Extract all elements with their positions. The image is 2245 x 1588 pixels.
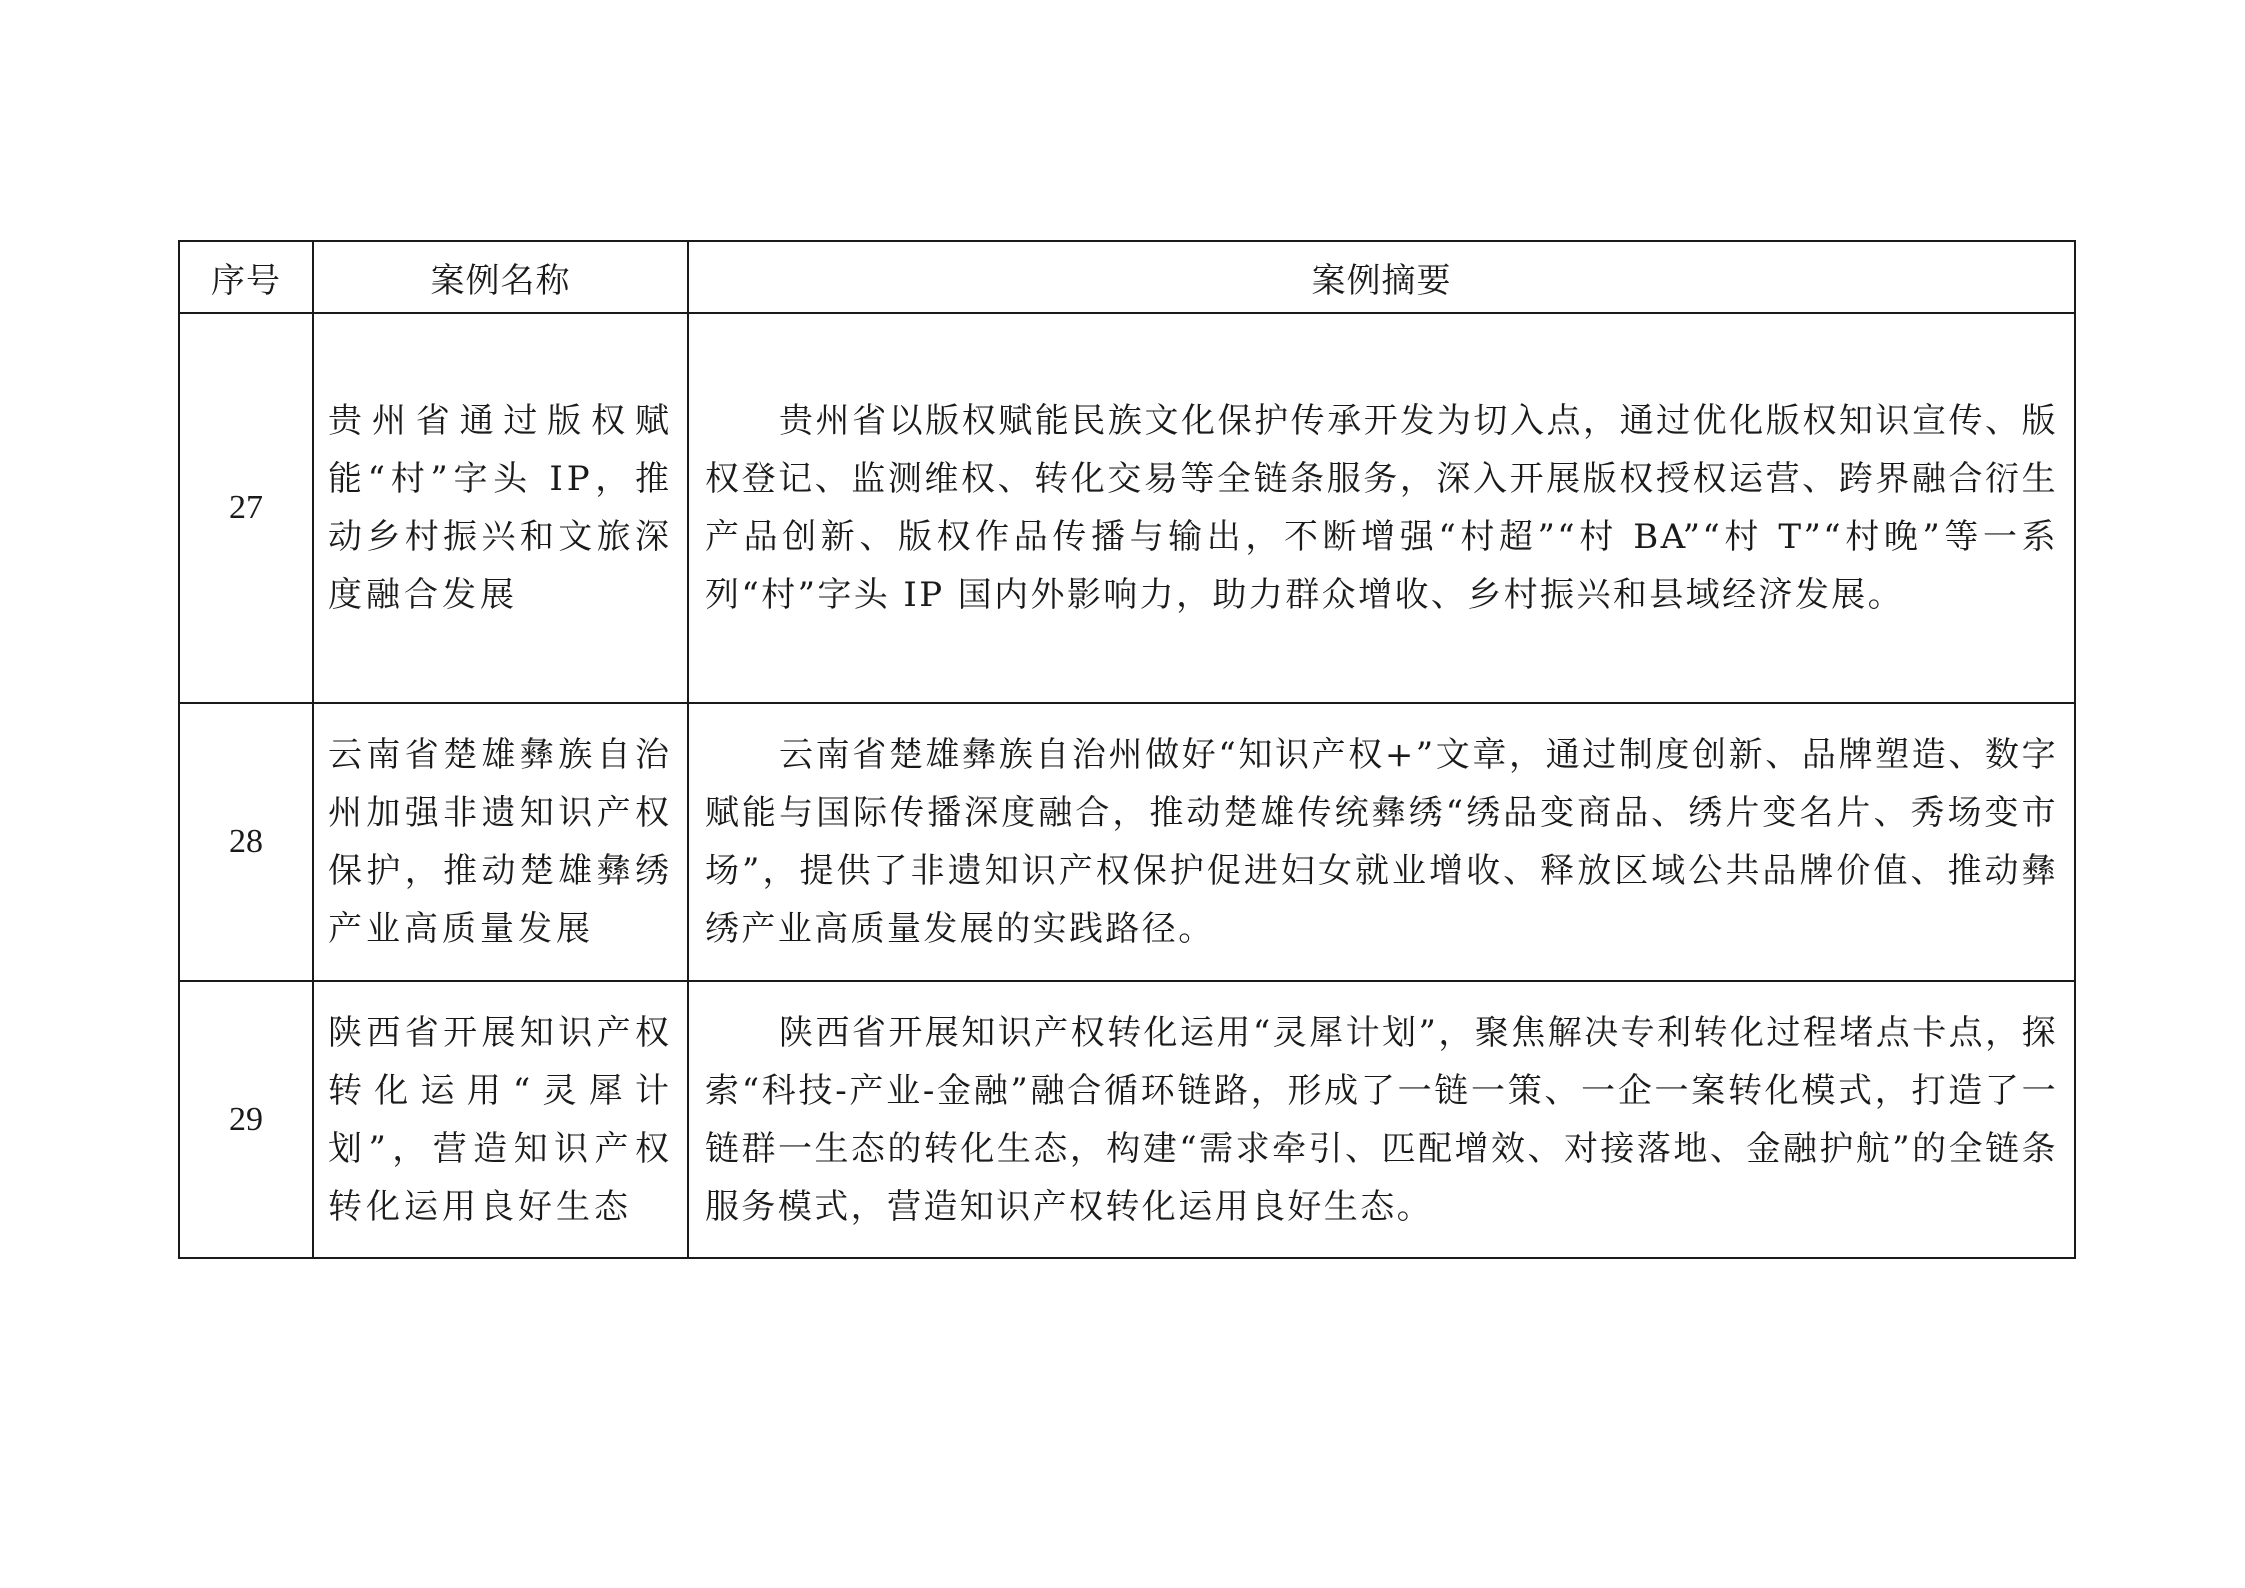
header-case-name: 案例名称 bbox=[313, 241, 688, 313]
header-row bbox=[179, 241, 2075, 313]
header-case-summary: 案例摘要 bbox=[688, 241, 2075, 313]
case-summary: 云南省楚雄彝族自治州做好“知识产权+”文章，通过制度创新、品牌塑造、数字赋能与国际传播深度融合，推动楚雄传统彝绣“绣品变商品、绣片变名片、秀场变市场”，提供了非遗知识产权保护促进妇女就业增收、释放区域公共品牌价值、推动彝绣产业高质量发展的实践路径。 bbox=[688, 703, 2075, 981]
table-row bbox=[179, 981, 2075, 1258]
case-number: 29 bbox=[179, 981, 313, 1258]
table-row bbox=[179, 703, 2075, 981]
table-row bbox=[179, 313, 2075, 703]
case-summary: 贵州省以版权赋能民族文化保护传承开发为切入点，通过优化版权知识宣传、版权登记、监测维权、转化交易等全链条服务，深入开展版权授权运营、跨界融合衍生产品创新、版权作品传播与输出，不断增强“村超”“村 BA”“村 T”“村晚”等一系列“村”字头 IP 国内外影响力，助力群众增收、乡村振兴和县域经济发展。 bbox=[688, 313, 2075, 703]
case-number: 27 bbox=[179, 313, 313, 703]
case-number: 28 bbox=[179, 703, 313, 981]
header-serial-number: 序号 bbox=[179, 241, 313, 313]
case-name: 贵州省通过版权赋能“村”字头 IP，推动乡村振兴和文旅深度融合发展 bbox=[313, 313, 688, 703]
case-name: 陕西省开展知识产权转化运用“灵犀计划”，营造知识产权转化运用良好生态 bbox=[313, 981, 688, 1258]
table-body bbox=[179, 313, 2075, 1258]
case-summary: 陕西省开展知识产权转化运用“灵犀计划”，聚焦解决专利转化过程堵点卡点，探索“科技-产业-金融”融合循环链路，形成了一链一策、一企一案转化模式，打造了一链群一生态的转化生态，构建“需求牵引、匹配增效、对接落地、金融护航”的全链条服务模式，营造知识产权转化运用良好生态。 bbox=[688, 981, 2075, 1258]
case-table bbox=[178, 240, 2076, 1259]
table-header bbox=[179, 241, 2075, 313]
case-name: 云南省楚雄彝族自治州加强非遗知识产权保护，推动楚雄彝绣产业高质量发展 bbox=[313, 703, 688, 981]
